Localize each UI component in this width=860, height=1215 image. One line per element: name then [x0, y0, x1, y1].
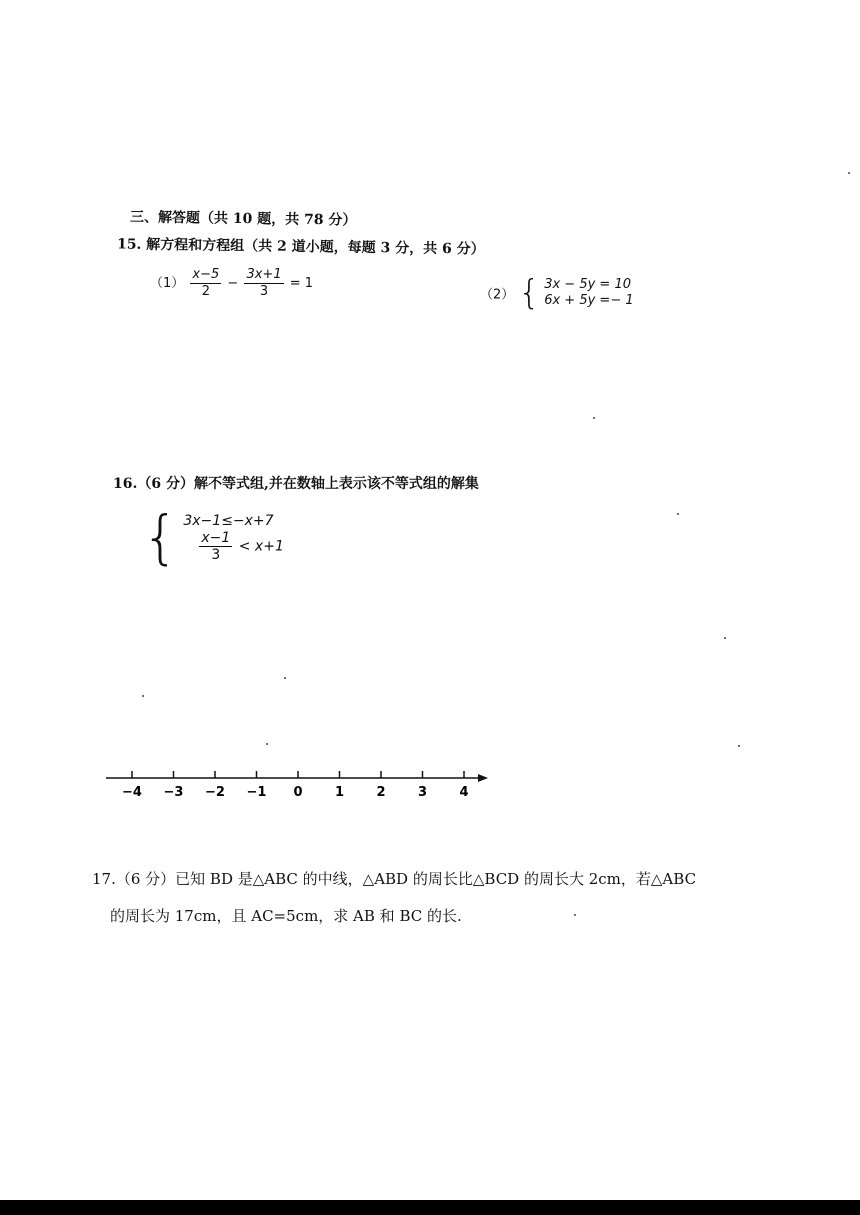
inequality-2-fraction	[199, 530, 232, 563]
inequality-2	[183, 530, 284, 563]
inequality-system	[142, 503, 284, 571]
arrow-right-icon	[478, 774, 488, 782]
question-15-part-2	[480, 273, 634, 313]
scan-edge-bar	[0, 1200, 860, 1215]
fraction-2	[244, 267, 283, 300]
question-17-line-2: 的周长为 17cm，且 AC=5cm，求 AB 和 BC 的长.	[110, 907, 462, 925]
number-line-label: −1	[246, 785, 267, 800]
system-line-2: 6x + 5y =− 1	[544, 293, 634, 308]
scan-speck	[677, 513, 679, 515]
inequality-1: 3x−1≤−x+7	[183, 512, 274, 529]
scan-speck	[142, 695, 144, 697]
scan-speck	[724, 637, 726, 639]
number-line	[100, 765, 500, 805]
left-brace-icon: {	[142, 503, 179, 571]
equation-rhs: = 1	[289, 276, 314, 291]
scan-speck	[574, 914, 576, 916]
fraction-2-denominator: 3	[259, 284, 269, 299]
number-line-label: 1	[334, 785, 345, 800]
question-17-line-1: 17.（6 分）已知 BD 是△ABC 的中线，△ABD 的周长比△BCD 的周长大 2cm，若△ABC	[92, 870, 697, 888]
number-line-label: 2	[376, 785, 386, 800]
number-line-label: −4	[122, 785, 142, 800]
system-line-1: 3x − 5y = 10	[544, 277, 631, 292]
section-heading: 三、解答题（共 10 题，共 78 分）	[129, 209, 357, 229]
equation-system	[544, 277, 633, 309]
inequality-2-denominator: 3	[211, 546, 221, 563]
fraction-1-numerator: x−5	[192, 267, 220, 282]
fraction-1-denominator: 2	[201, 284, 210, 299]
question-15-title: 15. 解方程和方程组（共 2 道小题，每题 3 分，共 6 分）	[116, 236, 485, 258]
number-line-label: −2	[205, 785, 225, 800]
fraction-2-numerator: 3x+1	[246, 267, 282, 282]
fraction-1	[190, 267, 221, 300]
inequality-2-numerator: x−1	[201, 529, 231, 546]
minus-sign: −	[227, 276, 239, 291]
question-15-part-1	[150, 267, 313, 300]
number-line-ticks	[122, 771, 469, 800]
inequality-2-rhs: < x+1	[238, 538, 284, 554]
part-1-label: （1）	[150, 276, 185, 291]
number-line-label: 0	[293, 785, 303, 800]
left-brace-icon: {	[518, 273, 541, 313]
scan-speck	[593, 417, 595, 419]
number-line-label: 4	[459, 785, 469, 800]
number-line-label: −3	[163, 785, 184, 800]
scan-speck	[284, 677, 286, 679]
scan-speck	[266, 743, 268, 745]
inequality-lines	[183, 512, 284, 563]
question-16-title: 16.（6 分）解不等式组,并在数轴上表示该不等式组的解集	[113, 476, 479, 492]
part-2-label: （2）	[480, 287, 515, 303]
scan-speck	[848, 172, 850, 174]
scan-speck	[738, 745, 740, 747]
number-line-label: 3	[417, 785, 428, 800]
